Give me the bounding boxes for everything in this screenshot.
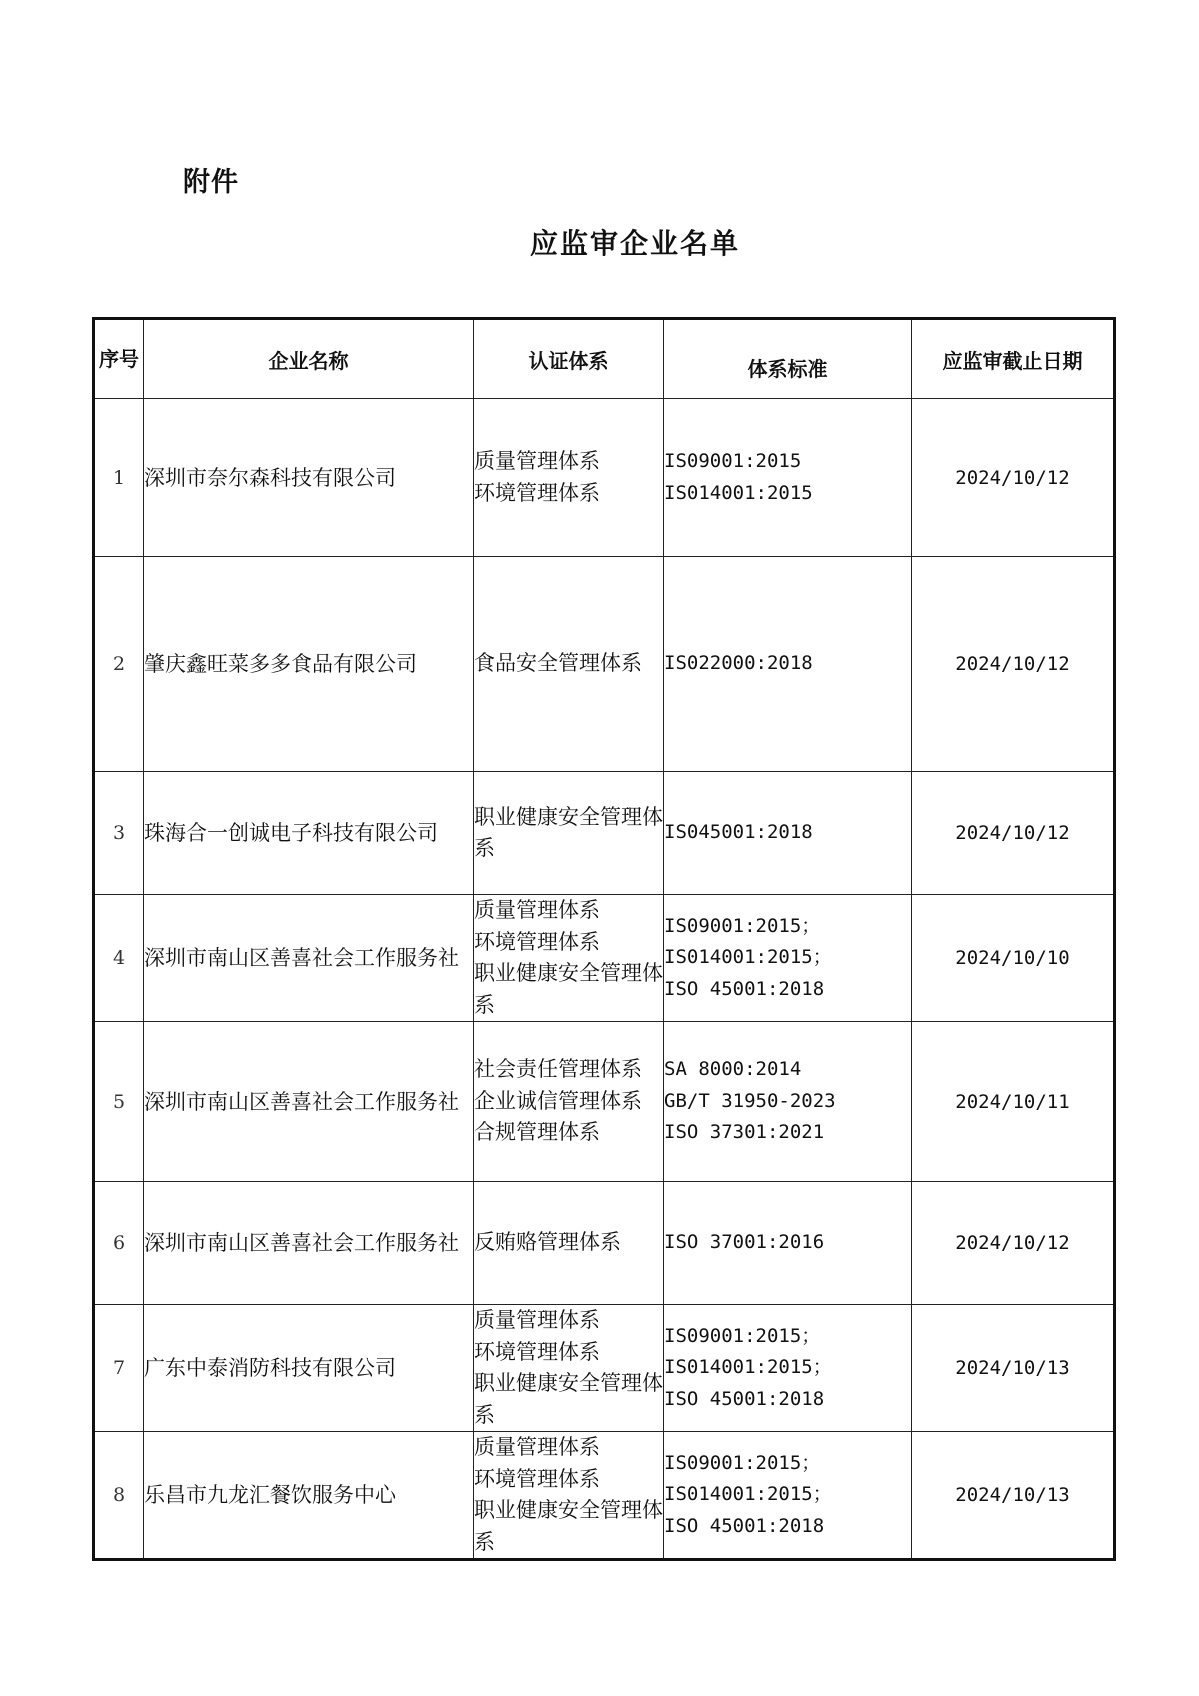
col-header-company: 企业名称 bbox=[144, 319, 474, 399]
deadline-date: 2024/10/12 bbox=[912, 1182, 1115, 1305]
company-name: 深圳市南山区善喜社会工作服务社 bbox=[144, 1182, 474, 1305]
system-standard: IS09001:2015； IS014001:2015； ISO 45001:2018 bbox=[664, 895, 912, 1022]
row-number: 3 bbox=[94, 772, 144, 895]
certification-system: 质量管理体系 环境管理体系 bbox=[474, 399, 664, 557]
row-number: 2 bbox=[94, 557, 144, 772]
deadline-date: 2024/10/12 bbox=[912, 399, 1115, 557]
row-number: 1 bbox=[94, 399, 144, 557]
certification-system: 反贿赂管理体系 bbox=[474, 1182, 664, 1305]
system-standard: IS09001:2015 IS014001:2015 bbox=[664, 399, 912, 557]
company-name: 深圳市南山区善喜社会工作服务社 bbox=[144, 1022, 474, 1182]
certification-system: 食品安全管理体系 bbox=[474, 557, 664, 772]
table-row bbox=[94, 399, 1115, 557]
row-number: 8 bbox=[94, 1432, 144, 1560]
certification-system: 质量管理体系 环境管理体系 职业健康安全管理体系 bbox=[474, 895, 664, 1022]
deadline-date: 2024/10/11 bbox=[912, 1022, 1115, 1182]
col-header-system: 认证体系 bbox=[474, 319, 664, 399]
deadline-date: 2024/10/13 bbox=[912, 1432, 1115, 1560]
col-header-standard: 体系标准 bbox=[664, 319, 912, 399]
certification-system: 质量管理体系 环境管理体系 职业健康安全管理体系 bbox=[474, 1305, 664, 1432]
certification-system: 社会责任管理体系 企业诚信管理体系 合规管理体系 bbox=[474, 1022, 664, 1182]
attachment-label: 附件 bbox=[183, 167, 239, 198]
table-row bbox=[94, 772, 1115, 895]
deadline-date: 2024/10/12 bbox=[912, 557, 1115, 772]
row-number: 4 bbox=[94, 895, 144, 1022]
table-header-row bbox=[94, 319, 1115, 399]
system-standard: ISO 37001:2016 bbox=[664, 1182, 912, 1305]
table-row bbox=[94, 557, 1115, 772]
row-number: 6 bbox=[94, 1182, 144, 1305]
company-name: 深圳市奈尔森科技有限公司 bbox=[144, 399, 474, 557]
system-standard: IS022000:2018 bbox=[664, 557, 912, 772]
table-row bbox=[94, 895, 1115, 1022]
enterprise-table bbox=[92, 317, 1116, 1561]
table-row bbox=[94, 1432, 1115, 1560]
row-number: 5 bbox=[94, 1022, 144, 1182]
row-number: 7 bbox=[94, 1305, 144, 1432]
company-name: 深圳市南山区善喜社会工作服务社 bbox=[144, 895, 474, 1022]
system-standard: IS09001:2015； IS014001:2015； ISO 45001:2018 bbox=[664, 1432, 912, 1560]
table-row bbox=[94, 1305, 1115, 1432]
system-standard: IS09001:2015； IS014001:2015； ISO 45001:2018 bbox=[664, 1305, 912, 1432]
company-name: 肇庆鑫旺菜多多食品有限公司 bbox=[144, 557, 474, 772]
system-standard: SA 8000:2014 GB/T 31950-2023 ISO 37301:2021 bbox=[664, 1022, 912, 1182]
table-row bbox=[94, 1022, 1115, 1182]
page-title: 应监审企业名单 bbox=[529, 227, 740, 260]
deadline-date: 2024/10/10 bbox=[912, 895, 1115, 1022]
company-name: 广东中泰消防科技有限公司 bbox=[144, 1305, 474, 1432]
table-row bbox=[94, 1182, 1115, 1305]
deadline-date: 2024/10/13 bbox=[912, 1305, 1115, 1432]
col-header-deadline: 应监审截止日期 bbox=[912, 319, 1115, 399]
company-name: 珠海合一创诚电子科技有限公司 bbox=[144, 772, 474, 895]
company-name: 乐昌市九龙汇餐饮服务中心 bbox=[144, 1432, 474, 1560]
deadline-date: 2024/10/12 bbox=[912, 772, 1115, 895]
system-standard: IS045001:2018 bbox=[664, 772, 912, 895]
certification-system: 质量管理体系 环境管理体系 职业健康安全管理体系 bbox=[474, 1432, 664, 1560]
certification-system: 职业健康安全管理体系 bbox=[474, 772, 664, 895]
col-header-no: 序号 bbox=[94, 319, 144, 399]
